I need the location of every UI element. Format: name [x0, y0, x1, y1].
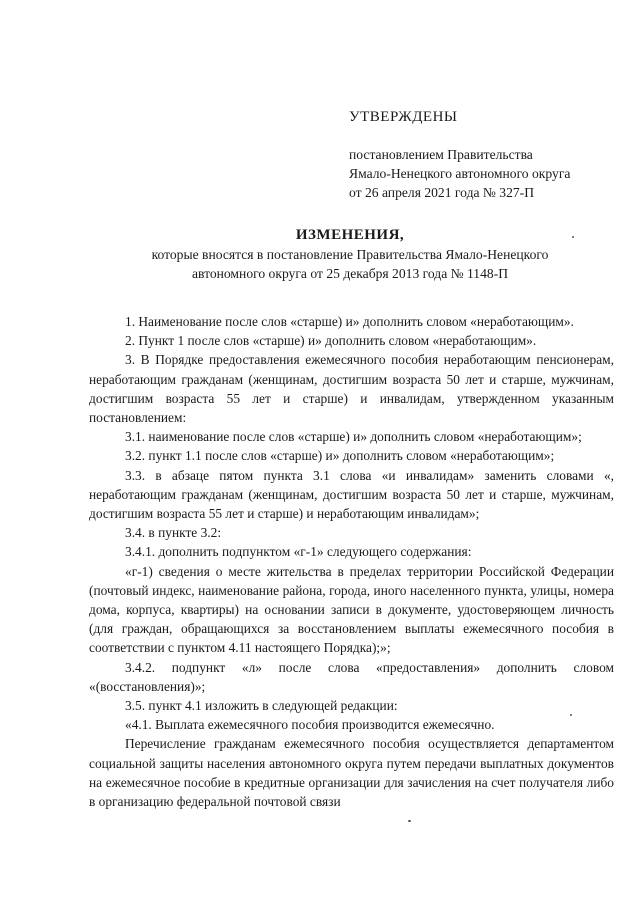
approval-block: [349, 108, 629, 202]
paragraph-3-5: 3.5. пункт 4.1 изложить в следующей редакции:: [125, 698, 398, 714]
paragraph-3-1: 3.1. наименование после слов «старше) и» дополнить словом «неработающим»;: [125, 429, 582, 445]
document-body: [89, 312, 614, 811]
title-main: ИЗМЕНЕНИЯ,: [295, 227, 405, 243]
title-sub-line-2: автономного округа от 25 декабря 2013 года № 1148-П: [191, 266, 509, 281]
paragraph-4-1: «4.1. Выплата ежемесячного пособия производится ежемесячно.: [125, 717, 495, 733]
approval-line-2: Ямало-Ненецкого автономного округа: [349, 166, 571, 181]
approval-heading: УТВЕРЖДЕНЫ: [349, 109, 458, 125]
paragraph-transfer: Перечисление гражданам ежемесячного пособия осуществляется департаментом социальной защиты населения автономного округа путем передачи выплатных документов на ежемесячное пособие в кредитные организации для зачисления на счет получателя либо в организацию федеральной почтовой связи: [89, 736, 614, 810]
paragraph-3: 3. В Порядке предоставления ежемесячного пособия неработающим пенсионерам, неработающим гражданам (женщинам, достигшим возраста 50 лет и старше, мужчинам, достигшим возраста 55 лет и старше) и инвалидам, утвержденном указанным постановлением:: [89, 352, 614, 426]
document-title: [60, 226, 640, 283]
paragraph-1: 1. Наименование после слов «старше) и» дополнить словом «неработающим».: [125, 314, 574, 329]
paragraph-2: 2. Пункт 1 после слов «старше) и» дополнить словом «неработающим».: [125, 333, 537, 349]
scan-speck: [572, 236, 574, 238]
title-sub-line-1: которые вносятся в постановление Правительства Ямало-Ненецкого: [151, 247, 549, 262]
scan-speck: [408, 820, 411, 822]
paragraph-3-4-2: 3.4.2. подпункт «л» после слова «предоставления» дополнить словом «(восстановления)»;: [89, 659, 614, 694]
approval-line-3: от 26 апреля 2021 года № 327-П: [349, 185, 535, 200]
paragraph-3-3: 3.3. в абзаце пятом пункта 3.1 слова «и инвалидам» заменить словами «, неработающим гражданам (женщинам, достигшим возраста 50 лет и старше, мужчинам, достигшим возраста 55 лет и старше) и неработающим инвалидам»;: [89, 467, 614, 522]
scan-speck: [570, 714, 572, 716]
paragraph-3-4: 3.4. в пункте 3.2:: [125, 525, 222, 541]
paragraph-3-4-1: 3.4.1. дополнить подпунктом «г-1» следующего содержания:: [125, 544, 472, 560]
paragraph-3-2: 3.2. пункт 1.1 после слов «старше) и» дополнить словом «неработающим»;: [125, 448, 555, 464]
paragraph-g-1: «г-1) сведения о месте жительства в пределах территории Российской Федерации (почтовый индекс, наименование района, города, иного населенного пункта, улицы, номера дома, корпуса, квартиры) на основании записи в документе, удостоверяющем личность (для граждан, обращающихся за восстановлением выплаты ежемесячного пособия в соответствии с пунктом 4.11 настоящего Порядка);»;: [89, 563, 614, 656]
approval-line-1: постановлением Правительства: [349, 147, 533, 162]
